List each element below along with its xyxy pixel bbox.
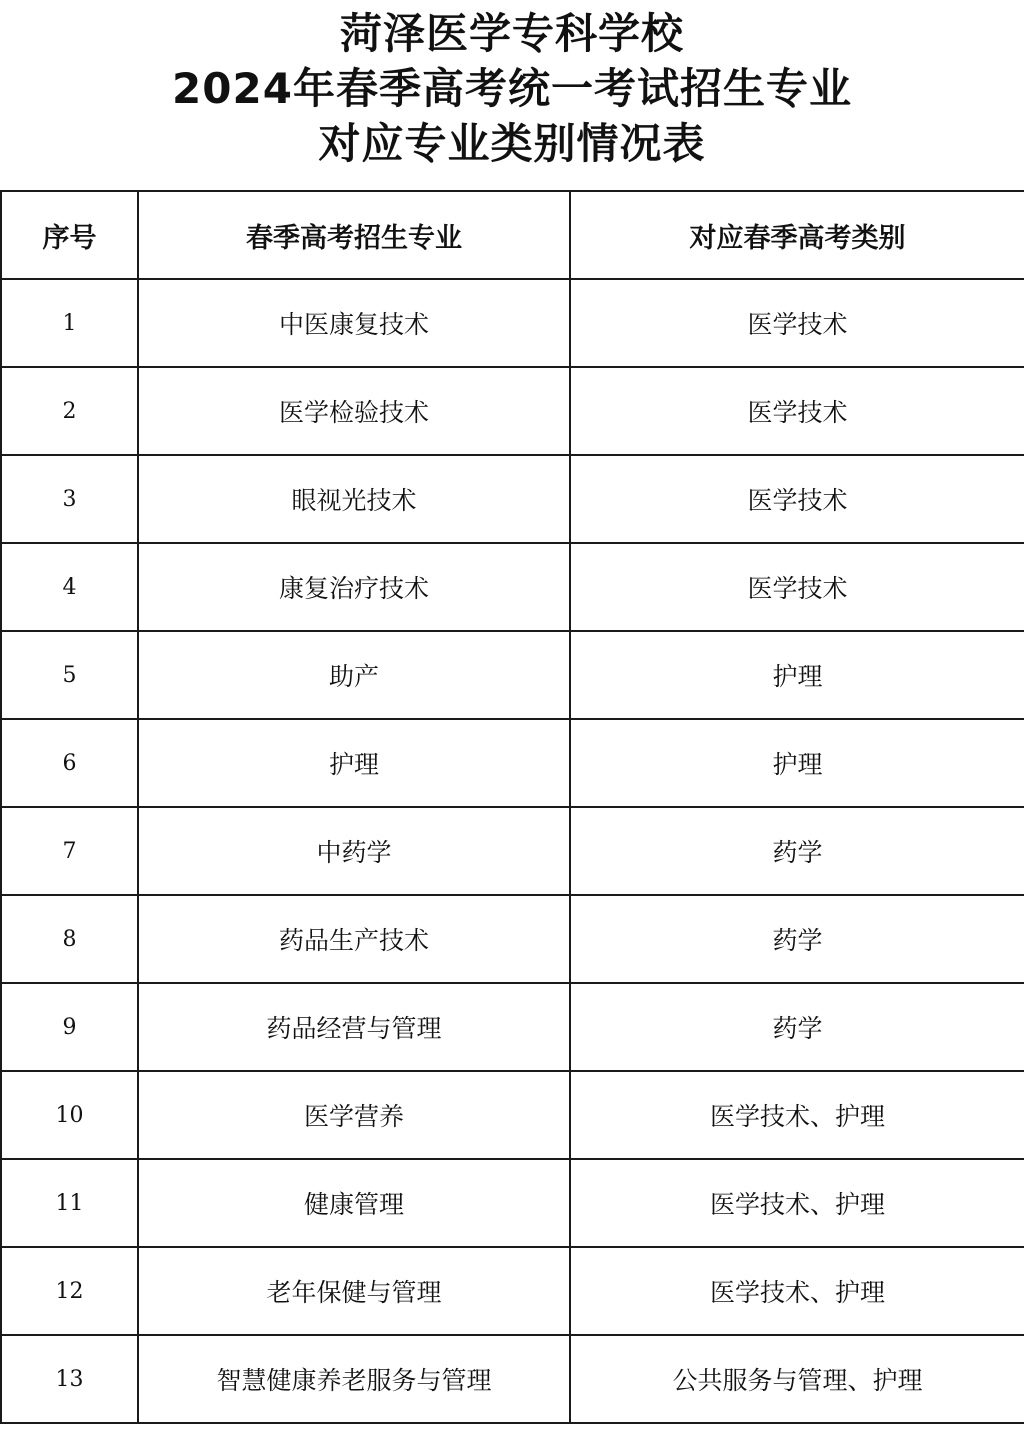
row-major: 眼视光技术 [138,455,570,543]
row-category: 护理 [570,631,1024,719]
title-line-exam: 2024年春季高考统一考试招生专业 [172,64,852,113]
row-major: 护理 [138,719,570,807]
table-row [1,807,1024,895]
row-index: 7 [1,807,138,895]
row-category: 医学技术 [570,543,1024,631]
row-index: 10 [1,1071,138,1159]
row-category: 医学技术、护理 [570,1071,1024,1159]
table-row [1,367,1024,455]
row-category: 药学 [570,895,1024,983]
table-row [1,895,1024,983]
row-index: 6 [1,719,138,807]
table-row [1,1159,1024,1247]
header-category: 对应春季高考类别 [570,191,1024,279]
row-index: 11 [1,1159,138,1247]
row-index: 2 [1,367,138,455]
title-line-table: 对应专业类别情况表 [318,119,706,168]
row-category: 药学 [570,807,1024,895]
row-category: 医学技术 [570,279,1024,367]
table-row [1,983,1024,1071]
table-row [1,1335,1024,1423]
row-major: 老年保健与管理 [138,1247,570,1335]
row-major: 医学检验技术 [138,367,570,455]
row-index: 12 [1,1247,138,1335]
row-index: 5 [1,631,138,719]
row-index: 3 [1,455,138,543]
row-category: 药学 [570,983,1024,1071]
table-row [1,1247,1024,1335]
row-index: 4 [1,543,138,631]
row-category: 医学技术、护理 [570,1247,1024,1335]
table-header-row [1,191,1024,279]
row-index: 13 [1,1335,138,1423]
table-row [1,455,1024,543]
row-index: 1 [1,279,138,367]
row-category: 护理 [570,719,1024,807]
row-major: 药品生产技术 [138,895,570,983]
header-major: 春季高考招生专业 [138,191,570,279]
row-index: 8 [1,895,138,983]
row-category: 医学技术、护理 [570,1159,1024,1247]
row-major: 健康管理 [138,1159,570,1247]
row-category: 医学技术 [570,455,1024,543]
row-major: 中药学 [138,807,570,895]
row-index: 9 [1,983,138,1071]
row-category: 医学技术 [570,367,1024,455]
table-row [1,543,1024,631]
table-row [1,719,1024,807]
table-row [1,279,1024,367]
table-row [1,631,1024,719]
major-category-table [0,190,1024,1424]
document-title [0,0,1024,190]
header-index: 序号 [1,191,138,279]
row-major: 中医康复技术 [138,279,570,367]
row-major: 智慧健康养老服务与管理 [138,1335,570,1423]
table-row [1,1071,1024,1159]
row-category: 公共服务与管理、护理 [570,1335,1024,1423]
row-major: 康复治疗技术 [138,543,570,631]
row-major: 药品经营与管理 [138,983,570,1071]
row-major: 助产 [138,631,570,719]
row-major: 医学营养 [138,1071,570,1159]
title-line-school: 菏泽医学专科学校 [339,9,684,58]
